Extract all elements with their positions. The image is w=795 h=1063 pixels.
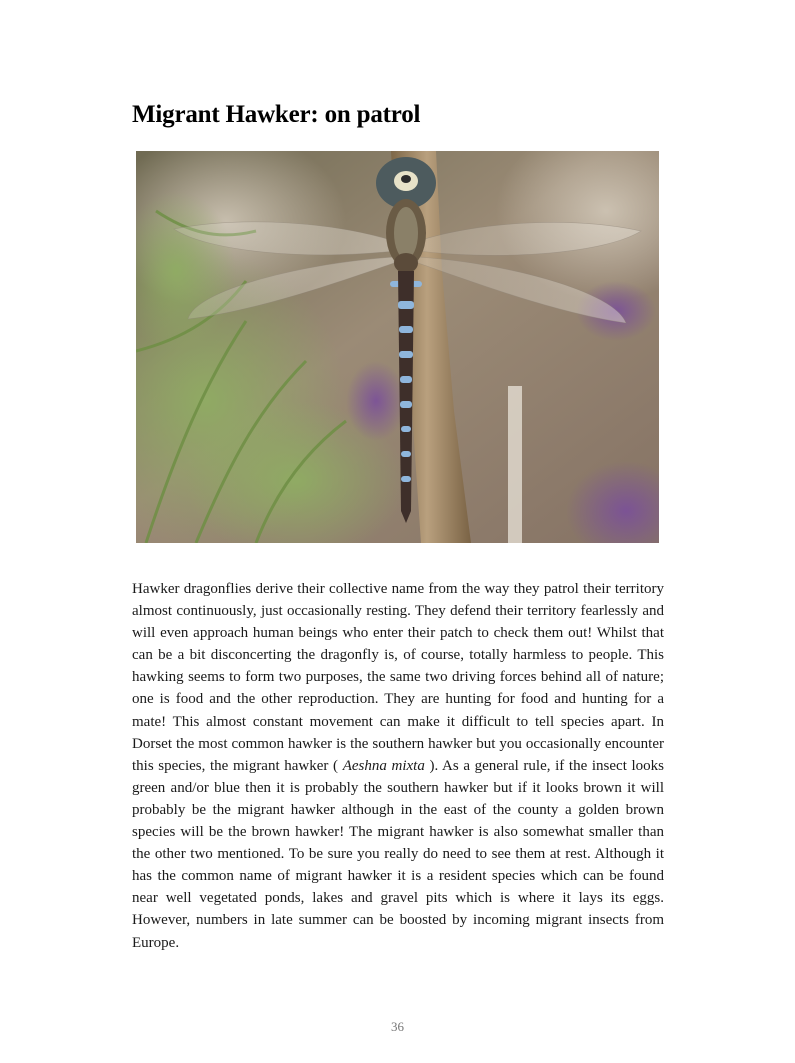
page-title: Migrant Hawker: on patrol xyxy=(132,101,421,128)
page-number: 36 xyxy=(391,1019,404,1034)
species-name: Aeshna mixta xyxy=(342,757,425,774)
article-body xyxy=(132,578,664,954)
dragonfly-photo xyxy=(136,151,659,543)
article-text-before: Hawker dragonflies derive their collective name from the way they patrol their territory almost continuously, just occasionally resting. They defend their territory fearlessly and will even approach human beings who enter their patch to check them out! Whilst that can be a bit disconcerting the dragonfly is, of course, totally harmless to people. This hawking seems to form two purposes, the same two driving forces behind all of nature; one is food and the other reproduction. They are hunting for food and hunting for a mate! This almost constant movement can make it difficult to tell species apart. In Dorset the most common hawker is the southern hawker but you occasionally encounter this species, the migrant hawker ( xyxy=(132,581,664,774)
article-text-after: ). As a general rule, if the insect looks green and/or blue then it is probably the southern hawker but if it looks brown it will probably be the migrant hawker although in the east of the county a golden brown species will be the brown hawker! The migrant hawker is also somewhat smaller than the other two mentioned. To be sure you really do need to see them at rest. Although it has the common name of migrant hawker it is a resident species which can be found near well vegetated ponds, lakes and gravel pits which is where it lays its eggs. However, numbers in late summer can be boosted by incoming migrant insects from Europe. xyxy=(132,757,665,951)
dragonfly-illustration xyxy=(136,151,659,543)
